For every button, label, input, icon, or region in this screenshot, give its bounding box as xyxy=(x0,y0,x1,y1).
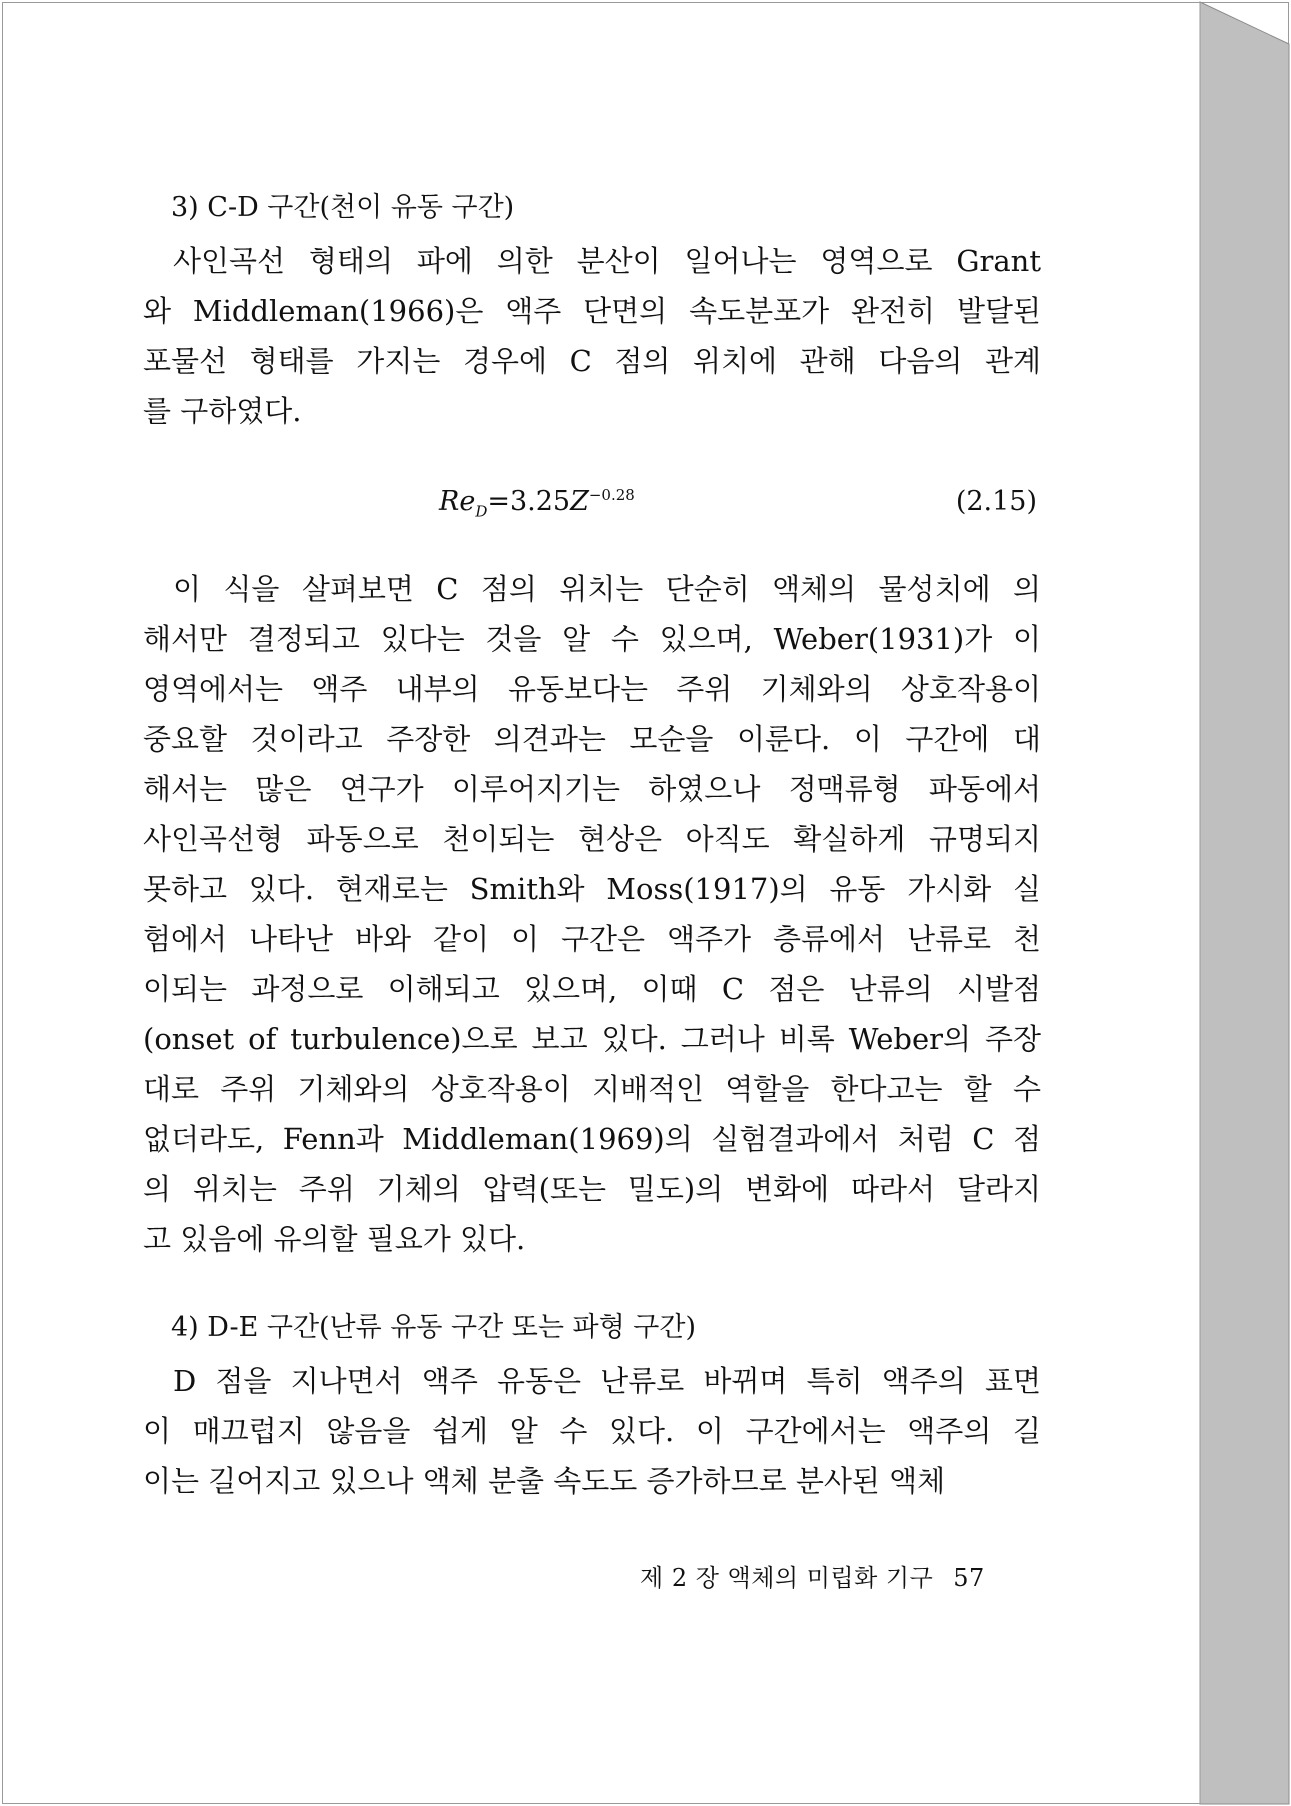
section-3-heading: 3) C-D 구간(천이 유동 구간) xyxy=(171,192,515,223)
equation-lhs: Re xyxy=(439,486,476,517)
text-line: 를 구하였다. xyxy=(143,394,302,428)
equation-2-15 xyxy=(143,478,1041,528)
equation-exponent: −0.28 xyxy=(588,486,635,504)
text-line: 중요할 것이라고 주장한 의견과는 모순을 이룬다. 이 구간에 대 xyxy=(143,722,1041,756)
page-number: 57 xyxy=(953,1564,985,1592)
equation-expression xyxy=(439,486,635,520)
text-line: 이 식을 살펴보면 C 점의 위치는 단순히 액체의 물성치에 의 xyxy=(173,572,1041,606)
equation-lhs-subscript: D xyxy=(475,502,488,521)
page-edge-right xyxy=(1200,2,1289,1804)
text-line: 이는 길어지고 있으나 액체 분출 속도도 증가하므로 분사된 액체 xyxy=(143,1464,946,1498)
text-line: 해서만 결정되고 있다는 것을 알 수 있으며, Weber(1931)가 이 xyxy=(143,622,1041,656)
equation-rhs: =3.25 xyxy=(487,486,571,517)
page-footer xyxy=(640,1558,985,1593)
section-4-heading: 4) D-E 구간(난류 유동 구간 또는 파형 구간) xyxy=(171,1312,696,1343)
text-line: 없더라도, Fenn과 Middleman(1969)의 실험결과에서 처럼 C 점 xyxy=(143,1122,1041,1156)
text-line: 못하고 있다. 현재로는 Smith와 Moss(1917)의 유동 가시화 실 xyxy=(143,872,1041,906)
equation-number: (2.15) xyxy=(955,486,1037,517)
text-line: 포물선 형태를 가지는 경우에 C 점의 위치에 관해 다음의 관계 xyxy=(143,344,1041,378)
text-line: 이 매끄럽지 않음을 쉽게 알 수 있다. 이 구간에서는 액주의 길 xyxy=(143,1414,1041,1448)
text-line: 사인곡선형 파동으로 천이되는 현상은 아직도 확실하게 규명되지 xyxy=(143,822,1041,856)
text-line: 해서는 많은 연구가 이루어지기는 하였으나 정맥류형 파동에서 xyxy=(143,772,1041,806)
text-line: 와 Middleman(1966)은 액주 단면의 속도분포가 완전히 발달된 xyxy=(143,294,1041,328)
running-footer-chapter: 제 2 장 액체의 미립화 기구 xyxy=(640,1564,934,1592)
page-body xyxy=(143,188,1041,1506)
text-line: 대로 주위 기체와의 상호작용이 지배적인 역할을 한다고는 할 수 xyxy=(143,1072,1041,1106)
text-line: 험에서 나타난 바와 같이 이 구간은 액주가 층류에서 난류로 천 xyxy=(143,922,1041,956)
text-line: 이되는 과정으로 이해되고 있으며, 이때 C 점은 난류의 시발점 xyxy=(143,972,1041,1006)
section-gap xyxy=(143,1264,1041,1308)
text-line: 사인곡선 형태의 파에 의한 분산이 일어나는 영역으로 Grant xyxy=(173,244,1041,278)
text-line: 고 있음에 유의할 필요가 있다. xyxy=(143,1222,526,1256)
text-line: (onset of turbulence)으로 보고 있다. 그러나 비록 Weber의 주장 xyxy=(143,1022,1041,1056)
text-line: 의 위치는 주위 기체의 압력(또는 밀도)의 변화에 따라서 달라지 xyxy=(143,1172,1041,1206)
text-line: D 점을 지나면서 액주 유동은 난류로 바뀌며 특히 액주의 표면 xyxy=(173,1364,1041,1398)
section-3-paragraph-2 xyxy=(143,564,1041,1264)
section-3-paragraph-1 xyxy=(143,236,1041,436)
section-4-paragraph xyxy=(143,1356,1041,1506)
text-line: 영역에서는 액주 내부의 유동보다는 주위 기체와의 상호작용이 xyxy=(143,672,1041,706)
equation-variable: Z xyxy=(570,486,589,517)
